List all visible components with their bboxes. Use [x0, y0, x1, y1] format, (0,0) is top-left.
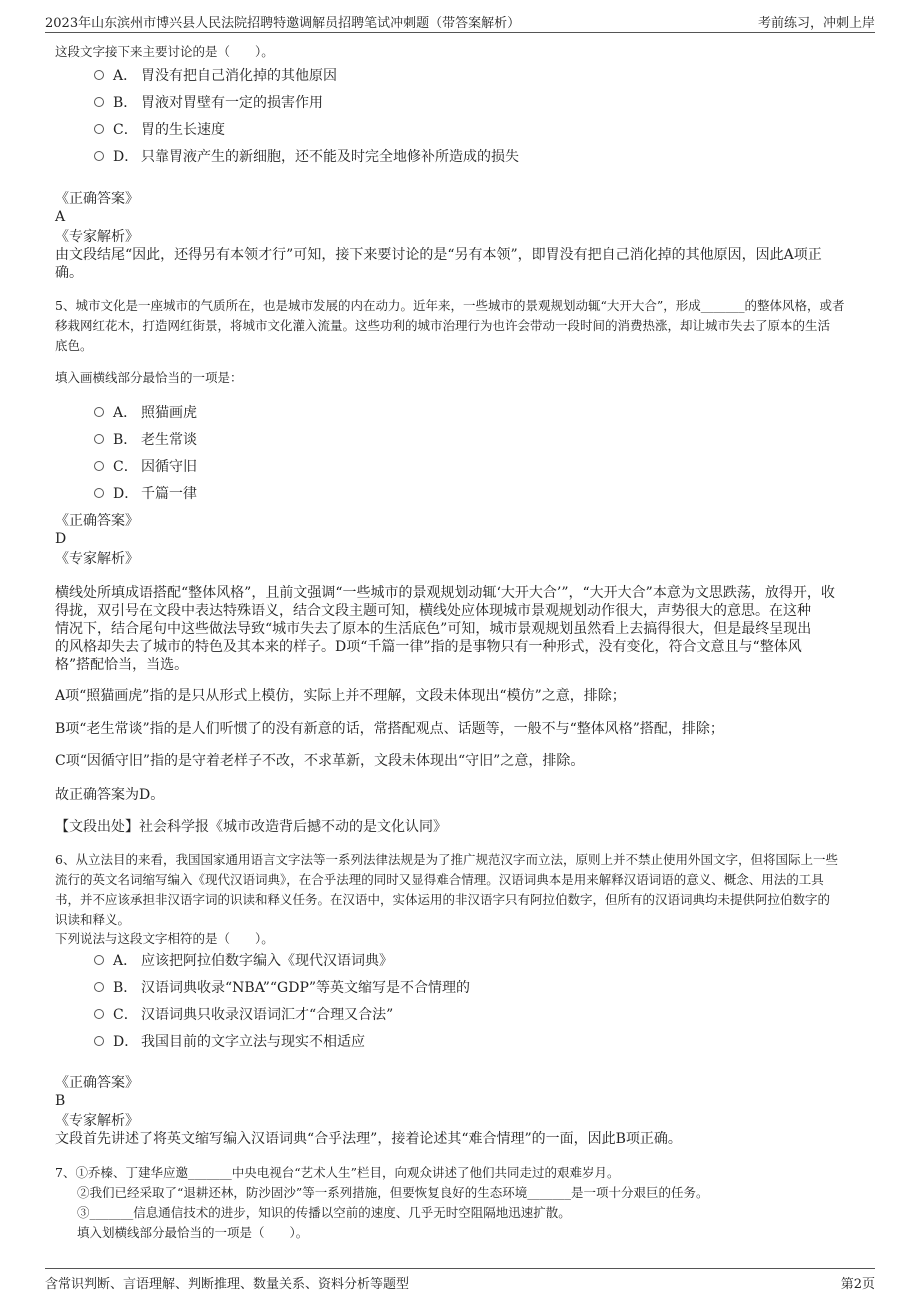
radio-icon[interactable]	[94, 407, 104, 417]
q4-stem: 这段文字接下来主要讨论的是（ ）。	[55, 44, 274, 59]
radio-icon[interactable]	[94, 461, 104, 471]
q4-option-b[interactable]: B． 胃液对胃壁有一定的损害作用	[94, 92, 323, 112]
q4-answer-label: 《正确答案》	[55, 191, 139, 207]
q4-option-c[interactable]: C． 胃的生长速度	[94, 119, 225, 139]
q4-analysis-line: 确。	[55, 265, 83, 281]
page-footer	[45, 1268, 875, 1293]
radio-icon[interactable]	[94, 434, 104, 444]
q4-option-d[interactable]: D． 只靠胃液产生的新细胞，还不能及时完全地修补所造成的损失	[94, 146, 519, 166]
q5-analysis-line: 的风格却失去了城市的特色及其本来的样子。D项“千篇一律”指的是事物只有一种形式，没有变化，符合文意且与“整体风	[55, 639, 802, 655]
q4-analysis-label: 《专家解析》	[55, 229, 139, 245]
q5-answer: D	[55, 531, 67, 547]
q5-analysis-line: 得拢，双引号在文段中表达特殊语义，结合文段主题可知，横线处应体现城市景观规划动作很大，声势很大的意思。在这种	[55, 603, 811, 619]
q5-prompt: 填入画横线部分最恰当的一项是：	[55, 370, 243, 385]
q6-answer: B	[55, 1093, 66, 1109]
radio-icon[interactable]	[94, 97, 104, 107]
q5-analysis-label: 《专家解析》	[55, 551, 139, 567]
q6-analysis-label: 《专家解析》	[55, 1113, 139, 1129]
radio-icon[interactable]	[94, 1009, 104, 1019]
q5-analysis-line: 情况下，结合尾句中这些做法导致“城市失去了原本的生活底色”可知，城市景观规划虽然看上去搞得很大，但是最终呈现出	[55, 621, 812, 637]
q5-answer-label: 《正确答案》	[55, 513, 139, 529]
radio-icon[interactable]	[94, 1036, 104, 1046]
page-header	[45, 10, 875, 33]
radio-icon[interactable]	[94, 124, 104, 134]
radio-icon[interactable]	[94, 70, 104, 80]
q6-stem-line: 书，并不应该承担非汉语字词的识读和释义任务。在汉语中，实体运用的非汉语字只有阿拉伯数字，但所有的汉语词典均未提供阿拉伯数字的	[55, 892, 831, 907]
q4-answer: A	[55, 209, 66, 225]
radio-icon[interactable]	[94, 151, 104, 161]
q6-stem-line: 6、从立法目的来看，我国国家通用语言文字法等一系列法律法规是为了推广规范汉字而立法，原则上并不禁止使用外国文字，但将国际上一些	[55, 852, 838, 867]
q6-stem-line: 识读和释义。	[55, 912, 131, 927]
header-slogan: 考前练习，冲刺上岸	[757, 16, 875, 31]
q5-analysis-option-c: C项“因循守旧”指的是守着老样子不改，不求革新，文段未体现出“守旧”之意，排除。	[55, 753, 585, 769]
q5-analysis-line: 横线处所填成语搭配“整体风格”，且前文强调“一些城市的景观规划动辄‘大开大合’”，“大开大合”本意为文思跌荡，放得开，收	[55, 585, 835, 601]
q6-answer-label: 《正确答案》	[55, 1075, 139, 1091]
q5-analysis-option-a: A项“照猫画虎”指的是只从形式上模仿，实际上并不理解，文段未体现出“模仿”之意，排除；	[55, 688, 626, 704]
radio-icon[interactable]	[94, 982, 104, 992]
footer-categories: 含常识判断、言语理解、判断推理、数量关系、资料分析等题型	[45, 1277, 410, 1292]
q6-option-a[interactable]: A． 应该把阿拉伯数字编入《现代汉语词典》	[94, 950, 393, 970]
q5-analysis-option-b: B项“老生常谈”指的是人们听惯了的没有新意的话，常搭配观点、话题等，一般不与“整体风格”搭配，排除；	[55, 721, 724, 737]
q5-option-b[interactable]: B． 老生常谈	[94, 429, 197, 449]
q6-option-b[interactable]: B． 汉语词典收录“NBA”“GDP”等英文缩写是不合情理的	[94, 977, 470, 997]
q5-stem-line: 5、城市文化是一座城市的气质所在，也是城市发展的内在动力。近年来，一些城市的景观规划动辄“大开大合”，形成_______的整体风格，或者	[55, 298, 845, 313]
q6-prompt: 下列说法与这段文字相符的是（ ）。	[55, 931, 274, 946]
q5-analysis-line: 格”搭配恰当，当选。	[55, 657, 189, 673]
radio-icon[interactable]	[94, 488, 104, 498]
q5-option-a[interactable]: A． 照猫画虎	[94, 402, 197, 422]
q4-analysis-line: 由文段结尾“因此，还得另有本领才行”可知，接下来要讨论的是“另有本领”，即胃没有把自己消化掉的其他原因，因此A项正	[55, 247, 822, 263]
q5-stem-line: 移栽网红花木，打造网红街景，将城市文化灌入流量。这些功利的城市治理行为也许会带动一段时间的消费热涨，却让城市失去了原本的生活	[55, 318, 831, 333]
q5-option-d[interactable]: D． 千篇一律	[94, 483, 197, 503]
q7-line: ②我们已经采取了“退耕还林，防沙固沙”等一系列措施，但要恢复良好的生态环境_______是一项十分艰巨的任务。	[77, 1185, 709, 1200]
page-number: 第2页	[840, 1277, 875, 1292]
q7-prompt: 填入划横线部分最恰当的一项是（ ）。	[77, 1225, 309, 1240]
q7-line: 7、①乔榛、丁建华应邀_______中央电视台“艺术人生”栏目，向观众讲述了他们共同走过的艰难岁月。	[55, 1165, 620, 1180]
q6-analysis: 文段首先讲述了将英文缩写编入汉语词典“合乎法理”，接着论述其“难合情理”的一面，因此B项正确。	[55, 1131, 682, 1147]
q5-stem-line: 底色。	[55, 338, 93, 353]
document-title: 2023年山东滨州市博兴县人民法院招聘特邀调解员招聘笔试冲刺题（带答案解析）	[45, 16, 521, 31]
q5-option-c[interactable]: C． 因循守旧	[94, 456, 197, 476]
radio-icon[interactable]	[94, 955, 104, 965]
q4-option-a[interactable]: A． 胃没有把自己消化掉的其他原因	[94, 65, 337, 85]
q6-stem-line: 流行的英文名词缩写编入《现代汉语词典》，在合乎法理的同时又显得难合情理。汉语词典本是用来解释汉语词语的意义、概念、用法的工具	[55, 872, 824, 887]
q7-line: ③_______信息通信技术的进步，知识的传播以空前的速度、几乎无时空阻隔地迅速扩散。	[77, 1205, 571, 1220]
q6-option-d[interactable]: D． 我国目前的文字立法与现实不相适应	[94, 1031, 365, 1051]
q5-conclusion: 故正确答案为D。	[55, 787, 165, 803]
q5-source: 【文段出处】社会科学报《城市改造背后撼不动的是文化认同》	[55, 819, 447, 835]
q6-option-c[interactable]: C． 汉语词典只收录汉语词汇才“合理又合法”	[94, 1004, 393, 1024]
